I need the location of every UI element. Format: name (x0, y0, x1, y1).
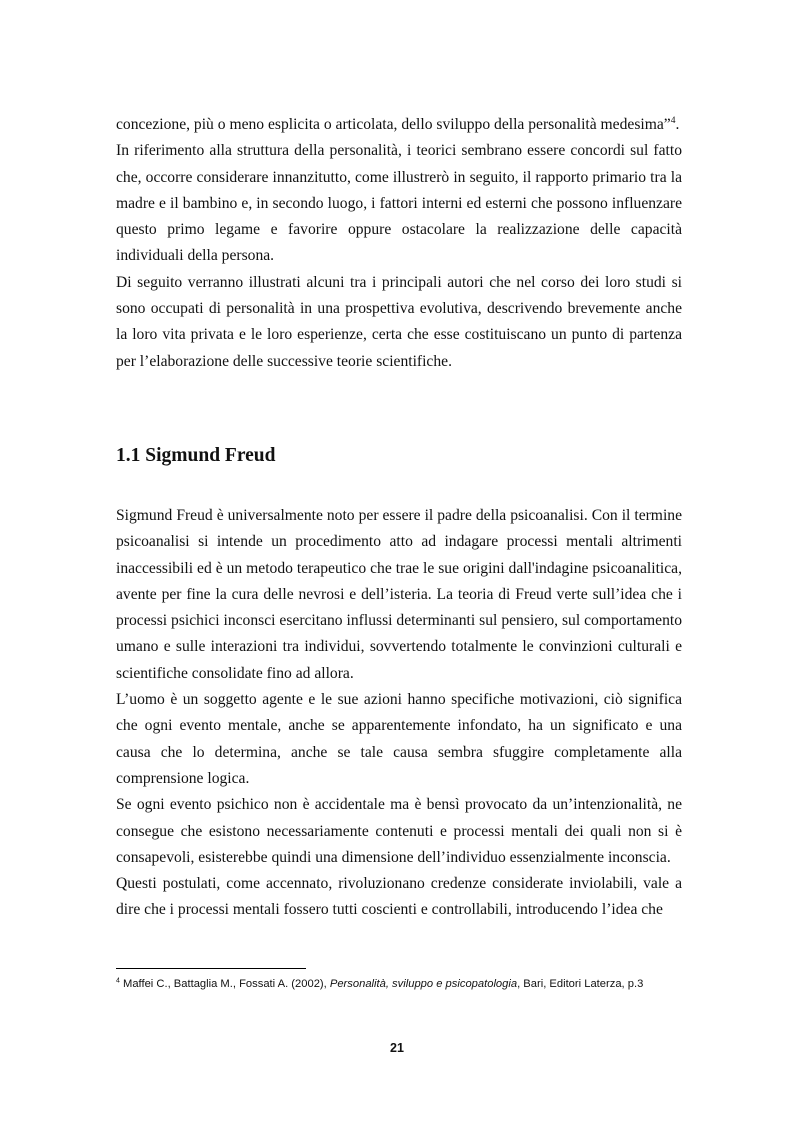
footnote-divider (116, 968, 306, 969)
footnote-number: 4 (116, 977, 120, 985)
footnote: $^4$ Maffei C., Battaglia M., Fossati A. (2002), Personalità, sviluppo e psicopatologia, Bari, Editori Laterza, p.3 (116, 977, 644, 990)
paragraph-continued: concezione, più o meno esplicita o articolata, dello sviluppo della personalità medesima”$^4$. (116, 115, 680, 133)
text-block-top (116, 112, 682, 375)
paragraph: Se ogni evento psichico non è accidentale ma è bensì provocato da un’intenzionalità, ne consegue che esistono necessariamente contenuti e processi mentali dei quali non si è consapevoli, esisterebbe quindi una dimensione dell’individuo essenzialmente inconscia. (116, 796, 682, 866)
text-block-section (116, 503, 682, 924)
paragraph: In riferimento alla struttura della personalità, i teorici sembrano essere concordi sul fatto che, occorre considerare innanzitutto, come illustrerò in seguito, il rapporto primario tra la madre e il bambino e, in secondo luogo, i fattori interni ed esterni che possono influenzare questo primo legame e favorire oppure ostacolare la realizzazione delle capacità individuali della persona. (116, 142, 682, 265)
paragraph: Sigmund Freud è universalmente noto per essere il padre della psicoanalisi. Con il termine psicoanalisi si intende un procedimento atto ad indagare processi mentali altrimenti inaccessibili ed è un metodo terapeutico che trae le sue origini dall'indagine psicoanalitica, avente per fine la cura delle nevrosi e dell’isteria. La teoria di Freud verte sull’idea che i processi psichici inconsci esercitano influssi determinanti sul pensiero, sul comportamento umano e sulle interazioni tra individui, sovvertendo totalmente le convinzioni culturali e scientifiche consolidate fino ad allora. (116, 507, 682, 682)
paragraph: L’uomo è un soggetto agente e le sue azioni hanno specifiche motivazioni, ciò significa che ogni evento mentale, anche se apparentemente infondato, ha un significato e una causa che lo determina, anche se tale causa sembra sfuggire completamente alla comprensione logica. (116, 691, 682, 787)
page-number: 21 (390, 1041, 404, 1055)
paragraph: Di seguito verranno illustrati alcuni tra i principali autori che nel corso dei loro studi si sono occupati di personalità in una prospettiva evolutiva, descrivendo brevemente anche la loro vita privata e le loro esperienze, certa che esse costituiscano un punto di partenza per l’elaborazione delle successive teorie scientifiche. (116, 273, 682, 370)
paragraph-continues: Questi postulati, come accennato, rivoluzionano credenze considerate inviolabili, vale a dire che i processi mentali fossero tutti coscienti e controllabili, introducendo l’idea che (116, 875, 682, 919)
footnote-book-title: Personalità, sviluppo e psicopatologia (329, 978, 518, 990)
section-heading: 1.1 Sigmund Freud (116, 445, 276, 466)
footnote-reference[interactable]: 4 (670, 115, 676, 126)
